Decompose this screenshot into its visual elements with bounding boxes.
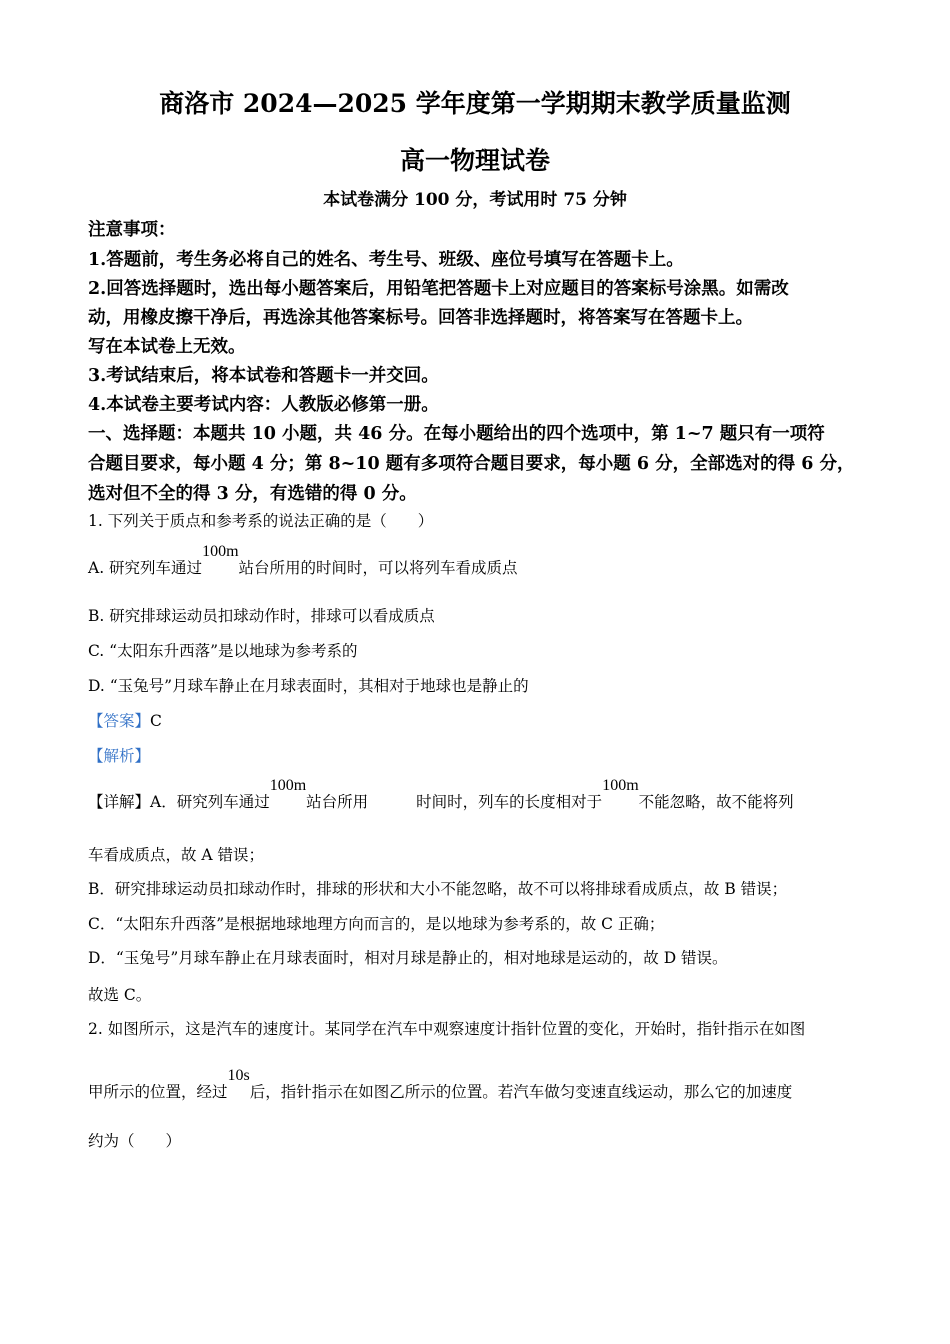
question-1-option-a [88, 543, 518, 578]
notes-heading: 注意事项： [88, 220, 176, 240]
question-2-time: 10s [227, 1067, 250, 1084]
detail-a-part-3: 时间时，列车的长度相对于 [416, 793, 603, 811]
exam-title: 商洛市 2024—2025 学年度第一学期期末教学质量监测 [159, 89, 791, 118]
note-2-line-2: 动，用橡皮擦干净后，再选涂其他答案标号。回答非选择题时，将答案写在答题卡上。 [88, 308, 753, 328]
question-2-text-post: 后，指针指示在如图乙所示的位置。若汽车做匀变速直线运动，那么它的加速度 [249, 1083, 793, 1101]
detail-b: B．研究排球运动员扣球动作时，排球的形状和大小不能忽略，故不可以将排球看成质点，故 B 错误； [88, 880, 788, 898]
option-a-text-post: 站台所用的时间时，可以将列车看成质点 [238, 559, 518, 577]
option-a-text-pre: A. 研究列车通过 [88, 559, 203, 577]
section-1-line-3: 选对但不全的得 3 分，有选错的得 0 分。 [88, 484, 417, 504]
question-2-line-2 [88, 1067, 793, 1102]
note-2-line-1: 2.回答选择题时，选出每小题答案后，用铅笔把答题卡上对应题目的答案标号涂黑。如需改 [88, 279, 789, 299]
note-3: 3.考试结束后，将本试卷和答题卡一并交回。 [88, 366, 439, 386]
exam-subject-title: 高一物理试卷 [399, 146, 550, 175]
question-1-option-b: B. 研究排球运动员扣球动作时，排球可以看成质点 [88, 607, 435, 625]
question-1-stem: 1. 下列关于质点和参考系的说法正确的是（ ） [88, 512, 434, 530]
question-2-line-1: 2. 如图所示，这是汽车的速度计。某同学在汽车中观察速度计指针位置的变化，开始时，指针指示在如图 [88, 1020, 806, 1038]
detail-d: D．“玉兔号”月球车静止在月球表面时，相对月球是静止的，相对地球是运动的，故 D 错误。 [88, 949, 728, 967]
question-1-option-c: C. “太阳东升西落”是以地球为参考系的 [88, 642, 358, 660]
question-1-option-d: D. “玉兔号”月球车静止在月球表面时，其相对于地球也是静止的 [88, 677, 529, 695]
detail-a-part-4: 不能忽略，故不能将列 [638, 793, 794, 811]
note-2-line-3: 写在本试卷上无效。 [88, 337, 246, 357]
detail-c: C．“太阳东升西落”是根据地球地理方向而言的，是以地球为参考系的，故 C 正确； [88, 915, 665, 933]
question-1-answer [88, 709, 162, 731]
section-1-line-1: 一、选择题：本题共 10 小题，共 46 分。在每小题给出的四个选项中，第 1~7 题只有一项符 [88, 424, 825, 444]
question-2-text-pre: 甲所示的位置，经过 [88, 1083, 228, 1101]
detail-a-part-1: 【详解】A．研究列车通过 [88, 793, 270, 811]
detail-a-distance-2: 100m [602, 777, 639, 794]
detail-a-distance-1: 100m [269, 777, 307, 794]
detail-a-part-2: 站台所用 [306, 793, 369, 811]
question-2-line-3: 约为（ ） [88, 1132, 182, 1150]
section-1-line-2: 合题目要求，每小题 4 分；第 8~10 题有多项符合题目要求，每小题 6 分，全部选对的得 6 分， [88, 454, 855, 474]
detail-a-line-2: 车看成质点，故 A 错误； [88, 846, 265, 864]
answer-value: C [150, 712, 162, 730]
note-4: 4.本试卷主要考试内容：人教版必修第一册。 [88, 395, 439, 415]
note-1: 1.答题前，考生务必将自己的姓名、考生号、班级、座位号填写在答题卡上。 [88, 250, 684, 270]
analysis-label: 【解析】 [88, 747, 151, 765]
exam-info: 本试卷满分 100 分，考试用时 75 分钟 [323, 190, 627, 210]
option-a-distance: 100m [202, 543, 239, 560]
question-1-conclusion: 故选 C。 [88, 986, 152, 1004]
detail-a-line-1 [88, 777, 794, 812]
answer-label: 【答案】 [88, 712, 151, 730]
